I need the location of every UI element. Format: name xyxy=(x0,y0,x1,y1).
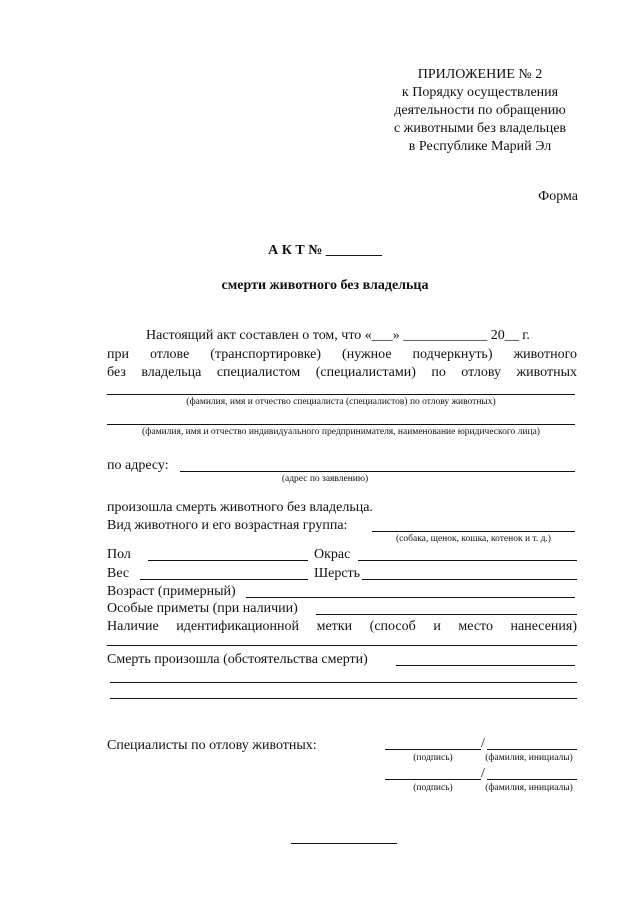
signature-line-1[interactable] xyxy=(385,749,481,750)
death-circumstances-line-2[interactable] xyxy=(110,682,577,683)
closing-separator xyxy=(291,843,397,844)
id-mark-line[interactable] xyxy=(107,645,577,646)
death-circumstances-line-1[interactable] xyxy=(396,665,575,666)
entrepreneur-caption: (фамилия, имя и отчество индивидуального предпринимателя, наименование юридического лица) xyxy=(142,427,540,437)
address-line[interactable] xyxy=(180,471,575,472)
kind-line[interactable] xyxy=(372,531,575,532)
sex-line[interactable] xyxy=(148,560,308,561)
color-line[interactable] xyxy=(358,560,577,561)
sex-label: Пол xyxy=(107,547,131,562)
fur-label: Шерсть xyxy=(314,566,361,581)
act-title: А К Т № ________ xyxy=(268,243,382,258)
appendix-line-1: к Порядку осуществления xyxy=(401,85,559,100)
signature-slash-1: / xyxy=(481,736,485,751)
name-line-2[interactable] xyxy=(487,779,577,780)
specialist-name-line[interactable] xyxy=(107,394,575,395)
fur-line[interactable] xyxy=(362,579,577,580)
color-label: Окрас xyxy=(314,547,351,562)
death-occurred-text: произошла смерть животного без владельца. xyxy=(107,500,373,515)
signature-slash-2: / xyxy=(481,766,485,781)
death-circumstances-line-3[interactable] xyxy=(110,698,577,699)
age-line[interactable] xyxy=(246,597,575,598)
form-label: Форма xyxy=(538,189,578,204)
age-label: Возраст (примерный) xyxy=(107,584,236,599)
name-line-1[interactable] xyxy=(487,749,577,750)
address-caption: (адрес по заявлению) xyxy=(281,474,369,484)
id-mark-label: Наличие идентификационной метки (способ и место нанесения) xyxy=(107,619,577,634)
appendix-line-4: в Республике Марий Эл xyxy=(408,139,552,154)
intro-line-1: Настоящий акт составлен о том, что «___» ____________ 20__ г. xyxy=(146,328,530,343)
appendix-line-3: с животными без владельцев xyxy=(393,121,567,136)
intro-line-3: без владельца специалистом (специалистами) по отлову животных xyxy=(107,365,577,380)
appendix-title: ПРИЛОЖЕНИЕ № 2 xyxy=(417,67,543,82)
entrepreneur-name-line[interactable] xyxy=(107,424,575,425)
weight-label: Вес xyxy=(107,566,130,581)
signature-line-2[interactable] xyxy=(385,779,481,780)
name-caption-2: (фамилия, инициалы) xyxy=(485,783,573,793)
intro-line-2: при отлове (транспортировке) (нужное подчеркнуть) животного xyxy=(107,347,577,362)
weight-line[interactable] xyxy=(140,579,308,580)
kind-label: Вид животного и его возрастная группа: xyxy=(107,518,348,533)
address-label: по адресу: xyxy=(107,458,169,473)
appendix-line-2: деятельности по обращению xyxy=(394,103,566,118)
specialist-caption: (фамилия, имя и отчество специалиста (специалистов) по отлову животных) xyxy=(186,397,496,407)
signatures-label: Специалисты по отлову животных: xyxy=(107,738,317,753)
name-caption-1: (фамилия, инициалы) xyxy=(485,753,573,763)
marks-line[interactable] xyxy=(316,614,577,615)
kind-caption: (собака, щенок, кошка, котенок и т. д.) xyxy=(396,534,551,544)
death-circumstances-label: Смерть произошла (обстоятельства смерти) xyxy=(107,652,368,667)
signature-caption-2: (подпись) xyxy=(413,783,453,793)
marks-label: Особые приметы (при наличии) xyxy=(107,601,298,616)
signature-caption-1: (подпись) xyxy=(413,753,453,763)
act-subtitle: смерти животного без владельца xyxy=(221,278,429,293)
